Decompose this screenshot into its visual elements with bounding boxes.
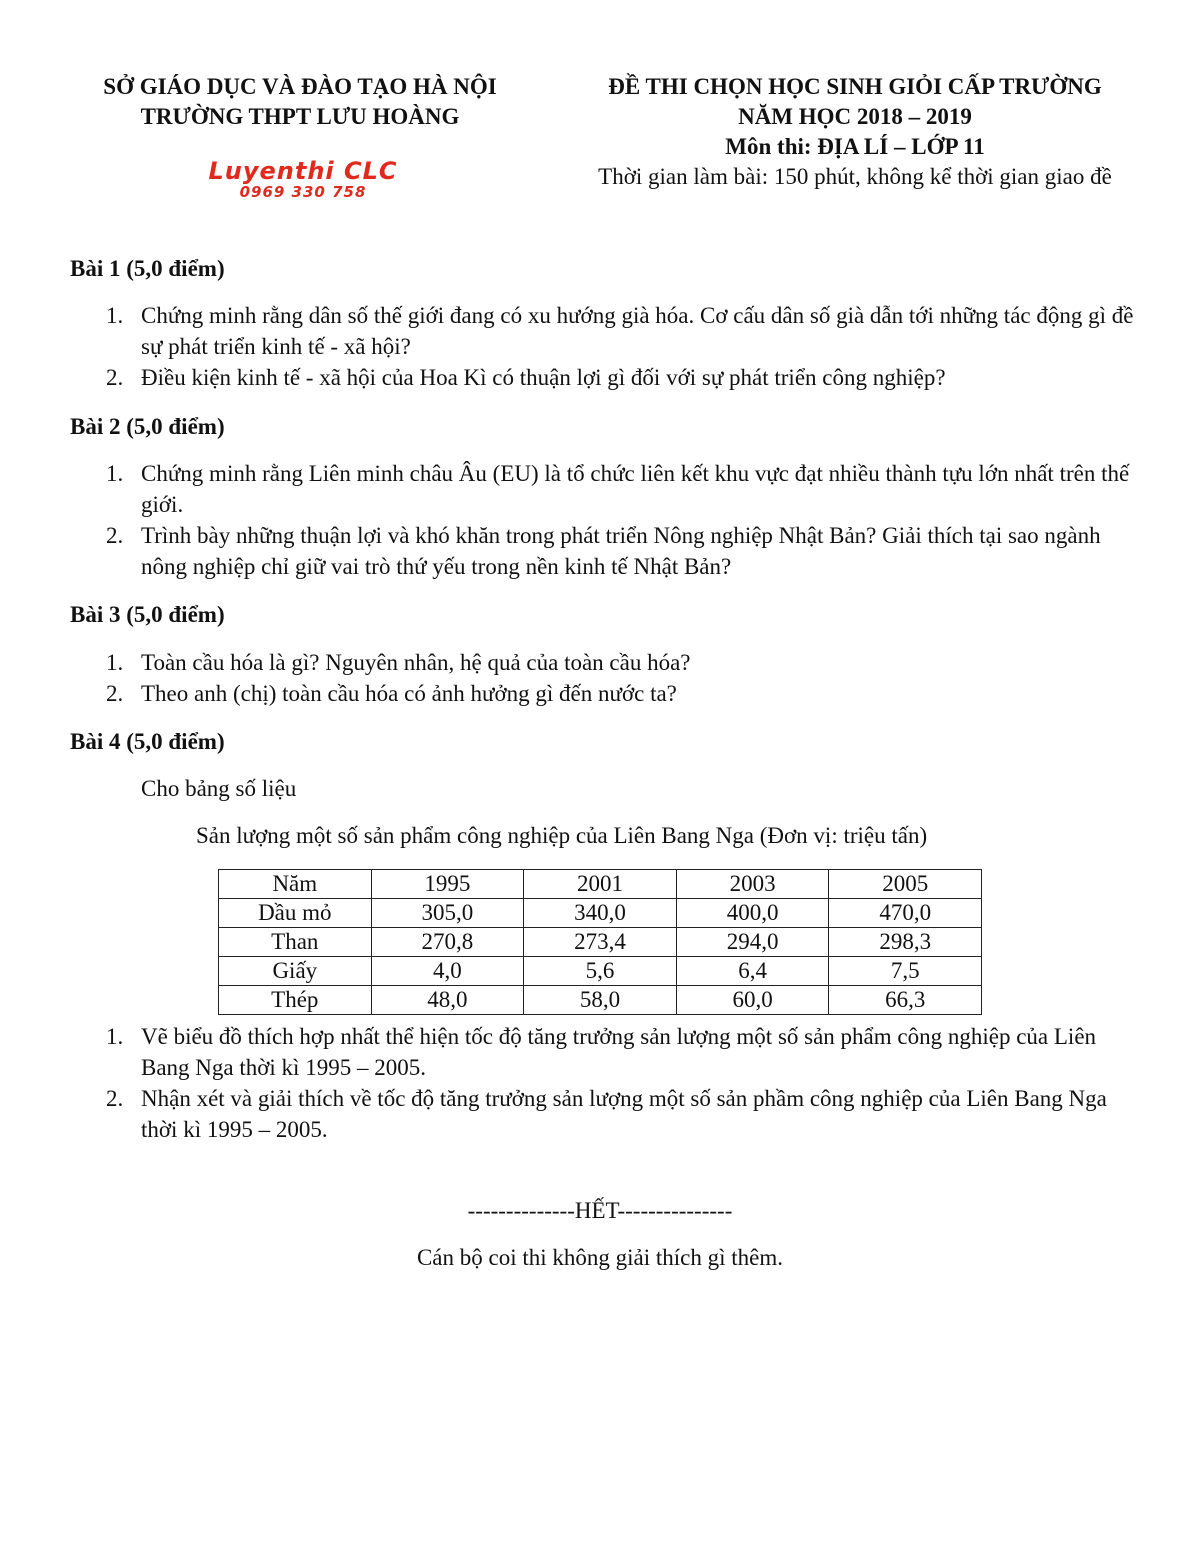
question-list: [92, 300, 1142, 393]
table-cell: 58,0: [524, 986, 677, 1015]
table-cell: 270,8: [371, 928, 524, 957]
header-left: [60, 72, 540, 132]
table-cell: 66,3: [829, 986, 982, 1015]
question-item: [92, 647, 1142, 678]
table-header-cell: 2003: [676, 870, 829, 899]
question-number: 1.: [106, 303, 124, 328]
table-cell: 48,0: [371, 986, 524, 1015]
table-cell: 6,4: [676, 957, 829, 986]
question-number: 2.: [106, 1086, 124, 1111]
table-cell: 273,4: [524, 928, 677, 957]
table-cell: 60,0: [676, 986, 829, 1015]
school-year: NĂM HỌC 2018 – 2019: [738, 104, 972, 129]
table-header-cell: 2001: [524, 870, 677, 899]
question-list: [92, 1021, 1142, 1145]
logo-phone: 0969 330 758: [239, 183, 367, 201]
table-cell: 4,0: [371, 957, 524, 986]
table-cell: Than: [219, 928, 372, 957]
exam-duration: Thời gian làm bài: 150 phút, không kể thời gian giao đề: [598, 164, 1112, 189]
table-header-cell: 1995: [371, 870, 524, 899]
question-number: 2.: [106, 681, 124, 706]
table-row: [219, 928, 982, 957]
question-number: 2.: [106, 523, 124, 548]
table-cell: 400,0: [676, 899, 829, 928]
section-title: Bài 1 (5,0 điểm): [70, 256, 225, 281]
table-cell: Giấy: [219, 957, 372, 986]
section-title: Bài 3 (5,0 điểm): [70, 602, 225, 627]
logo-brand: Luyenthi CLC: [208, 157, 398, 185]
table-intro: Cho bảng số liệu: [141, 776, 297, 801]
question-number: 2.: [106, 365, 124, 390]
question-list: [92, 458, 1142, 582]
table-cell: 340,0: [524, 899, 677, 928]
question-number: 1.: [106, 461, 124, 486]
table-cell: 7,5: [829, 957, 982, 986]
table-header-row: [219, 870, 982, 899]
question-item: [92, 458, 1142, 520]
table-cell: 470,0: [829, 899, 982, 928]
table-cell: Dầu mỏ: [219, 899, 372, 928]
question-text: Theo anh (chị) toàn cầu hóa có ảnh hưởng gì đến nước ta?: [141, 681, 677, 706]
watermark-logo: [192, 158, 414, 201]
school-name: TRƯỜNG THPT LƯU HOÀNG: [140, 104, 460, 129]
table-cell: 294,0: [676, 928, 829, 957]
question-text: Chứng minh rằng dân số thế giới đang có xu hướng già hóa. Cơ cấu dân số già dẫn tới những tác động gì đề sự phát triển kinh tế - xã hội?: [141, 303, 1134, 359]
question-list: [92, 647, 1142, 709]
table-caption: Sản lượng một số sản phẩm công nghiệp của Liên Bang Nga (Đơn vị: triệu tấn): [196, 823, 928, 848]
question-item: [92, 300, 1142, 362]
question-text: Toàn cầu hóa là gì? Nguyên nhân, hệ quả của toàn cầu hóa?: [141, 650, 691, 675]
question-text: Nhận xét và giải thích về tốc độ tăng trưởng sản lượng một số sản phầm công nghiệp của Liên Bang Nga thời kì 1995 – 2005.: [141, 1086, 1107, 1142]
exam-title: ĐỀ THI CHỌN HỌC SINH GIỎI CẤP TRƯỜNG: [608, 74, 1102, 99]
question-item: [92, 520, 1142, 582]
end-marker: --------------HẾT---------------: [467, 1198, 733, 1223]
question-number: 1.: [106, 650, 124, 675]
department-name: SỞ GIÁO DỤC VÀ ĐÀO TẠO HÀ NỘI: [103, 74, 497, 99]
exam-subject: Môn thi: ĐỊA LÍ – LỚP 11: [725, 134, 985, 159]
header-right: [540, 72, 1170, 192]
question-item: [92, 1021, 1142, 1083]
table-row: [219, 986, 982, 1015]
table-header-cell: Năm: [219, 870, 372, 899]
question-text: Trình bày những thuận lợi và khó khăn trong phát triển Nông nghiệp Nhật Bản? Giải thích tại sao ngành nông nghiệp chỉ giữ vai trò thứ yếu trong nền kinh tế Nhật Bản?: [141, 523, 1101, 579]
section-title: Bài 2 (5,0 điểm): [70, 414, 225, 439]
table-cell: 298,3: [829, 928, 982, 957]
question-item: [92, 678, 1142, 709]
question-number: 1.: [106, 1024, 124, 1049]
section-title: Bài 4 (5,0 điểm): [70, 729, 225, 754]
table-cell: 305,0: [371, 899, 524, 928]
question-item: [92, 1083, 1142, 1145]
table-header-cell: 2005: [829, 870, 982, 899]
question-text: Chứng minh rằng Liên minh châu Âu (EU) là tổ chức liên kết khu vực đạt nhiều thành tựu lớn nhất trên thế giới.: [141, 461, 1130, 517]
question-item: [92, 362, 1142, 393]
question-text: Vẽ biểu đồ thích hợp nhất thể hiện tốc độ tăng trưởng sản lượng một số sản phẩm công nghiệp của Liên Bang Nga thời kì 1995 – 2005.: [141, 1024, 1097, 1080]
question-text: Điều kiện kinh tế - xã hội của Hoa Kì có thuận lợi gì đối với sự phát triển công nghiệp?: [141, 365, 946, 390]
table-row: [219, 899, 982, 928]
table-cell: 5,6: [524, 957, 677, 986]
table-row: [219, 957, 982, 986]
data-table: [218, 869, 982, 1015]
table-cell: Thép: [219, 986, 372, 1015]
proctor-note: Cán bộ coi thi không giải thích gì thêm.: [416, 1245, 784, 1270]
